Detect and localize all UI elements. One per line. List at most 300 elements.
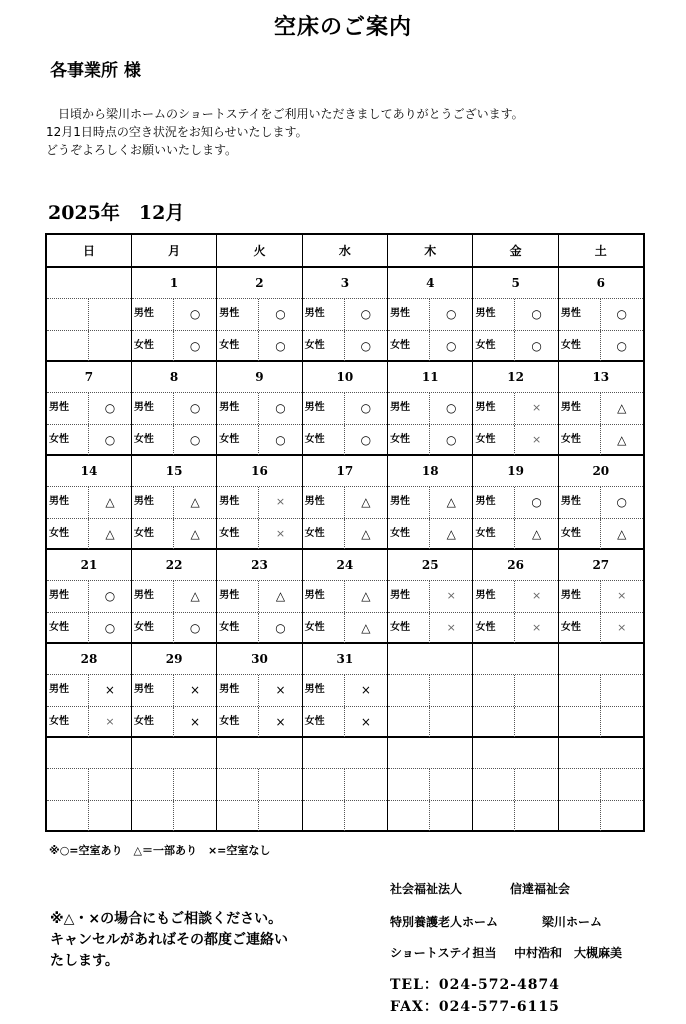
calendar-day-cell bbox=[46, 643, 131, 737]
day-number: 24 bbox=[303, 550, 387, 581]
female-availability-row bbox=[47, 519, 131, 550]
female-label: 女性 bbox=[303, 425, 345, 456]
female-availability-mark: △ bbox=[105, 526, 115, 541]
female-label: 女性 bbox=[303, 707, 345, 738]
male-availability-mark: ○ bbox=[275, 401, 286, 415]
male-availability-mark: × bbox=[532, 589, 542, 602]
calendar-day-cell bbox=[558, 737, 643, 831]
calendar-day-cell bbox=[388, 361, 473, 455]
male-availability-mark: × bbox=[532, 401, 542, 414]
male-availability-row bbox=[132, 487, 216, 519]
female-label: 女性 bbox=[388, 519, 430, 550]
female-availability-row bbox=[132, 707, 216, 738]
female-label: 女性 bbox=[388, 613, 430, 644]
male-availability-mark: ○ bbox=[360, 307, 372, 321]
female-availability-mark: △ bbox=[446, 526, 456, 541]
male-availability-mark: × bbox=[104, 683, 115, 697]
male-availability-mark: ○ bbox=[189, 307, 201, 321]
male-availability-row bbox=[303, 487, 387, 519]
male-availability-mark: △ bbox=[617, 401, 627, 415]
male-availability-row bbox=[132, 299, 216, 331]
male-availability-mark: ○ bbox=[531, 495, 542, 509]
female-availability-row bbox=[303, 613, 387, 644]
male-label bbox=[559, 769, 601, 800]
male-label: 男性 bbox=[217, 393, 259, 424]
org-facility bbox=[390, 913, 602, 930]
calendar-day-cell bbox=[473, 643, 558, 737]
female-label: 女性 bbox=[47, 613, 89, 644]
day-number: 7 bbox=[47, 362, 131, 393]
male-availability-mark: ○ bbox=[446, 401, 457, 415]
male-label: 男性 bbox=[47, 393, 89, 424]
male-label: 男性 bbox=[388, 299, 430, 330]
female-label: 女性 bbox=[217, 613, 259, 644]
female-availability-row bbox=[473, 801, 557, 832]
male-label bbox=[47, 769, 89, 800]
male-availability-row bbox=[473, 487, 557, 519]
calendar-day-cell bbox=[302, 549, 387, 643]
male-availability-row bbox=[559, 769, 643, 801]
male-availability-row bbox=[47, 769, 131, 801]
day-number: 15 bbox=[132, 456, 216, 487]
female-label bbox=[217, 801, 259, 832]
female-label: 女性 bbox=[559, 613, 601, 644]
calendar-day-cell bbox=[473, 267, 558, 361]
day-number bbox=[473, 738, 557, 769]
female-availability-row bbox=[388, 613, 472, 644]
male-availability-mark: ○ bbox=[189, 401, 201, 415]
female-label: 女性 bbox=[303, 613, 345, 644]
male-label: 男性 bbox=[132, 487, 174, 518]
male-label: 男性 bbox=[388, 393, 430, 424]
day-number: 16 bbox=[217, 456, 301, 487]
calendar-day-cell bbox=[46, 455, 131, 549]
male-label: 男性 bbox=[217, 675, 259, 706]
day-number bbox=[303, 738, 387, 769]
male-availability-row bbox=[132, 675, 216, 707]
male-availability-row bbox=[47, 675, 131, 707]
male-label: 男性 bbox=[132, 393, 174, 424]
male-availability-mark bbox=[89, 299, 131, 330]
female-availability-mark: × bbox=[617, 620, 627, 634]
male-availability-row bbox=[559, 299, 643, 331]
day-number bbox=[559, 738, 643, 769]
male-availability-row bbox=[303, 675, 387, 707]
female-availability-row bbox=[217, 801, 301, 832]
female-availability-mark: ○ bbox=[360, 432, 372, 447]
calendar-body bbox=[46, 267, 644, 831]
day-number: 8 bbox=[132, 362, 216, 393]
male-availability-mark: ○ bbox=[360, 401, 372, 415]
female-availability-mark: ○ bbox=[275, 432, 286, 447]
female-label: 女性 bbox=[47, 425, 89, 456]
female-availability-row bbox=[559, 425, 643, 456]
day-number: 10 bbox=[303, 362, 387, 393]
female-availability-mark: ○ bbox=[360, 338, 372, 353]
female-label: 女性 bbox=[303, 519, 345, 550]
female-availability-row bbox=[132, 613, 216, 644]
day-number: 13 bbox=[559, 362, 643, 393]
female-availability-row bbox=[559, 801, 643, 832]
calendar-day-cell bbox=[388, 737, 473, 831]
female-availability-mark: △ bbox=[617, 526, 627, 541]
day-number bbox=[473, 644, 557, 675]
org-corporation bbox=[390, 880, 570, 897]
male-label: 男性 bbox=[303, 393, 345, 424]
day-number: 26 bbox=[473, 550, 557, 581]
calendar-day-cell bbox=[217, 267, 302, 361]
consultation-notice bbox=[50, 909, 288, 972]
female-availability-mark: ○ bbox=[189, 620, 201, 635]
male-availability-row bbox=[303, 769, 387, 801]
male-availability-row bbox=[388, 299, 472, 331]
day-number: 1 bbox=[132, 268, 216, 299]
male-availability-mark: × bbox=[190, 683, 201, 697]
calendar-day-cell bbox=[217, 737, 302, 831]
day-number bbox=[132, 738, 216, 769]
day-number: 9 bbox=[217, 362, 301, 393]
day-number bbox=[217, 738, 301, 769]
male-label: 男性 bbox=[388, 487, 430, 518]
female-label bbox=[388, 707, 430, 738]
female-availability-row bbox=[47, 425, 131, 456]
female-label: 女性 bbox=[132, 425, 174, 456]
male-label bbox=[217, 769, 259, 800]
female-label: 女性 bbox=[132, 519, 174, 550]
female-label: 女性 bbox=[559, 519, 601, 550]
male-availability-mark: △ bbox=[275, 589, 286, 603]
male-label: 男性 bbox=[303, 581, 345, 612]
male-availability-mark bbox=[174, 769, 216, 800]
female-availability-row bbox=[217, 519, 301, 550]
male-availability-row bbox=[388, 393, 472, 425]
female-availability-mark: × bbox=[275, 714, 286, 729]
female-availability-mark bbox=[89, 331, 131, 362]
day-number bbox=[559, 644, 643, 675]
calendar-day-cell bbox=[46, 267, 131, 361]
female-availability-row bbox=[559, 331, 643, 362]
male-availability-row bbox=[217, 769, 301, 801]
staff-names: 中村浩和 大槻麻美 bbox=[514, 946, 623, 960]
male-availability-mark bbox=[515, 769, 557, 800]
female-label bbox=[559, 801, 601, 832]
male-availability-row bbox=[559, 393, 643, 425]
female-availability-mark: ○ bbox=[446, 338, 457, 353]
female-availability-row bbox=[217, 613, 301, 644]
male-availability-row bbox=[47, 487, 131, 519]
calendar-day-cell bbox=[473, 361, 558, 455]
calendar-day-cell bbox=[388, 267, 473, 361]
male-availability-mark: × bbox=[446, 589, 456, 602]
female-label bbox=[132, 801, 174, 832]
day-number: 19 bbox=[473, 456, 557, 487]
female-availability-mark: △ bbox=[190, 526, 200, 541]
male-availability-mark: ○ bbox=[616, 495, 628, 509]
female-availability-row bbox=[132, 801, 216, 832]
female-availability-row bbox=[559, 613, 643, 644]
calendar-day-cell bbox=[302, 737, 387, 831]
male-availability-mark: ○ bbox=[616, 307, 628, 321]
male-availability-mark: △ bbox=[105, 495, 115, 509]
female-label: 女性 bbox=[217, 425, 259, 456]
male-availability-mark: × bbox=[275, 683, 286, 697]
calendar-day-cell bbox=[558, 455, 643, 549]
male-label: 男性 bbox=[559, 581, 601, 612]
year-month-heading: 2025年 12月 bbox=[48, 202, 185, 224]
calendar-day-cell bbox=[302, 267, 387, 361]
male-label: 男性 bbox=[303, 487, 345, 518]
male-label bbox=[132, 769, 174, 800]
male-availability-row bbox=[473, 675, 557, 707]
male-availability-row bbox=[132, 769, 216, 801]
female-availability-row bbox=[47, 613, 131, 644]
female-label: 女性 bbox=[303, 331, 345, 362]
male-availability-row bbox=[559, 581, 643, 613]
female-availability-row bbox=[473, 425, 557, 456]
calendar-table bbox=[45, 233, 645, 832]
female-availability-mark: × bbox=[275, 526, 286, 540]
female-availability-row bbox=[132, 519, 216, 550]
male-label: 男性 bbox=[303, 299, 345, 330]
female-availability-row bbox=[217, 707, 301, 738]
male-availability-row bbox=[47, 581, 131, 613]
calendar-day-cell bbox=[46, 737, 131, 831]
day-number: 30 bbox=[217, 644, 301, 675]
female-label bbox=[303, 801, 345, 832]
weekday-header-row bbox=[46, 234, 644, 267]
female-availability-mark: △ bbox=[617, 432, 627, 447]
female-availability-row bbox=[303, 519, 387, 550]
calendar-day-cell bbox=[473, 737, 558, 831]
female-availability-row bbox=[388, 707, 472, 738]
calendar-day-cell bbox=[217, 549, 302, 643]
female-label: 女性 bbox=[388, 331, 430, 362]
female-availability-mark: △ bbox=[361, 526, 371, 541]
male-label bbox=[388, 769, 430, 800]
female-availability-mark: ○ bbox=[189, 432, 201, 447]
female-availability-mark bbox=[174, 801, 216, 832]
female-availability-mark: × bbox=[360, 714, 371, 729]
day-number bbox=[388, 738, 472, 769]
female-availability-row bbox=[47, 801, 131, 832]
calendar-day-cell bbox=[558, 549, 643, 643]
male-availability-mark: × bbox=[617, 589, 627, 602]
female-availability-row bbox=[132, 425, 216, 456]
female-availability-mark: ○ bbox=[616, 338, 628, 353]
female-label: 女性 bbox=[217, 519, 259, 550]
notice-line: ※△・×の場合にもご相談ください。 bbox=[50, 911, 283, 927]
female-availability-row bbox=[388, 801, 472, 832]
male-label: 男性 bbox=[303, 675, 345, 706]
calendar-day-cell bbox=[131, 643, 216, 737]
female-availability-mark bbox=[89, 801, 131, 832]
female-availability-row bbox=[473, 613, 557, 644]
female-availability-row bbox=[47, 707, 131, 738]
male-availability-row bbox=[303, 581, 387, 613]
female-availability-mark: ○ bbox=[189, 338, 201, 353]
male-availability-mark: △ bbox=[446, 495, 456, 509]
female-availability-row bbox=[217, 425, 301, 456]
day-number: 25 bbox=[388, 550, 472, 581]
calendar-day-cell bbox=[46, 549, 131, 643]
male-label bbox=[388, 675, 430, 706]
female-availability-mark bbox=[345, 801, 387, 832]
female-availability-mark: ○ bbox=[446, 432, 457, 447]
male-availability-row bbox=[217, 675, 301, 707]
female-availability-mark: △ bbox=[532, 526, 542, 541]
male-label: 男性 bbox=[388, 581, 430, 612]
female-availability-row bbox=[473, 519, 557, 550]
calendar-day-cell bbox=[131, 737, 216, 831]
male-availability-row bbox=[132, 393, 216, 425]
weekday-sun: 日 bbox=[46, 234, 131, 267]
male-availability-row bbox=[388, 581, 472, 613]
calendar-day-cell bbox=[217, 643, 302, 737]
male-availability-row bbox=[388, 487, 472, 519]
male-availability-mark: ○ bbox=[104, 589, 116, 603]
female-availability-mark bbox=[430, 707, 472, 738]
male-label: 男性 bbox=[473, 393, 515, 424]
day-number: 5 bbox=[473, 268, 557, 299]
calendar-day-cell bbox=[388, 455, 473, 549]
female-availability-mark bbox=[259, 801, 301, 832]
calendar-day-cell bbox=[473, 549, 558, 643]
calendar-week-row bbox=[46, 361, 644, 455]
male-label: 男性 bbox=[473, 581, 515, 612]
female-availability-mark: ○ bbox=[275, 620, 286, 635]
male-availability-mark bbox=[601, 769, 643, 800]
calendar-day-cell bbox=[131, 455, 216, 549]
calendar-day-cell bbox=[388, 643, 473, 737]
notice-line: キャンセルがあればその都度ご連絡い bbox=[50, 932, 288, 948]
female-label: 女性 bbox=[559, 425, 601, 456]
day-number: 31 bbox=[303, 644, 387, 675]
female-label bbox=[473, 801, 515, 832]
male-label: 男性 bbox=[559, 393, 601, 424]
male-availability-row bbox=[388, 769, 472, 801]
male-availability-mark: × bbox=[275, 495, 286, 508]
weekday-fri: 金 bbox=[473, 234, 558, 267]
male-availability-row bbox=[559, 675, 643, 707]
calendar-day-cell bbox=[131, 549, 216, 643]
calendar-day-cell bbox=[558, 267, 643, 361]
legend: ※○=空室あり △＝一部あり ×=空室なし bbox=[49, 844, 271, 857]
male-availability-row bbox=[559, 487, 643, 519]
male-availability-row bbox=[473, 581, 557, 613]
female-availability-mark: × bbox=[446, 620, 456, 634]
calendar-week-row bbox=[46, 643, 644, 737]
male-label: 男性 bbox=[132, 675, 174, 706]
female-availability-row bbox=[303, 331, 387, 362]
male-label: 男性 bbox=[217, 299, 259, 330]
male-availability-row bbox=[388, 675, 472, 707]
facility-type: 特別養護老人ホーム bbox=[390, 915, 499, 929]
male-label bbox=[473, 675, 515, 706]
calendar-week-row bbox=[46, 267, 644, 361]
day-number: 6 bbox=[559, 268, 643, 299]
org-staff bbox=[390, 944, 622, 961]
female-label: 女性 bbox=[132, 331, 174, 362]
female-availability-mark: × bbox=[532, 432, 542, 446]
weekday-mon: 月 bbox=[131, 234, 216, 267]
day-number: 18 bbox=[388, 456, 472, 487]
calendar-day-cell bbox=[558, 643, 643, 737]
female-label: 女性 bbox=[473, 613, 515, 644]
male-availability-row bbox=[47, 299, 131, 331]
female-availability-row bbox=[559, 707, 643, 738]
male-availability-mark: × bbox=[360, 683, 371, 697]
calendar-week-row bbox=[46, 737, 644, 831]
female-label: 女性 bbox=[473, 519, 515, 550]
calendar-day-cell bbox=[302, 361, 387, 455]
calendar-day-cell bbox=[217, 361, 302, 455]
female-availability-mark: ○ bbox=[531, 338, 542, 353]
male-label: 男性 bbox=[217, 487, 259, 518]
weekday-thu: 木 bbox=[388, 234, 473, 267]
male-availability-mark bbox=[515, 675, 557, 706]
female-label: 女性 bbox=[132, 613, 174, 644]
day-number: 28 bbox=[47, 644, 131, 675]
female-availability-mark bbox=[601, 707, 643, 738]
male-label: 男性 bbox=[47, 487, 89, 518]
day-number: 11 bbox=[388, 362, 472, 393]
day-number: 20 bbox=[559, 456, 643, 487]
calendar-day-cell bbox=[131, 361, 216, 455]
female-availability-mark: × bbox=[532, 620, 542, 634]
day-number bbox=[47, 268, 131, 299]
male-availability-row bbox=[217, 581, 301, 613]
greeting-line: どうぞよろしくお願いいたします。 bbox=[46, 143, 238, 157]
female-label: 女性 bbox=[473, 425, 515, 456]
female-availability-mark: △ bbox=[361, 620, 371, 635]
male-availability-row bbox=[473, 393, 557, 425]
day-number bbox=[388, 644, 472, 675]
male-label: 男性 bbox=[47, 675, 89, 706]
male-availability-row bbox=[47, 393, 131, 425]
male-availability-mark: ○ bbox=[531, 307, 542, 321]
male-availability-mark: △ bbox=[190, 495, 200, 509]
calendar-day-cell bbox=[46, 361, 131, 455]
female-availability-row bbox=[388, 519, 472, 550]
male-availability-mark bbox=[89, 769, 131, 800]
day-number: 29 bbox=[132, 644, 216, 675]
male-availability-mark bbox=[430, 769, 472, 800]
male-availability-mark: △ bbox=[361, 495, 371, 509]
calendar-day-cell bbox=[302, 643, 387, 737]
female-availability-row bbox=[388, 331, 472, 362]
male-label: 男性 bbox=[217, 581, 259, 612]
female-label bbox=[388, 801, 430, 832]
day-number bbox=[47, 738, 131, 769]
male-availability-mark bbox=[601, 675, 643, 706]
recipient: 各事業所 様 bbox=[50, 61, 141, 81]
female-availability-row bbox=[303, 707, 387, 738]
corporation-name: 信達福祉会 bbox=[510, 882, 571, 896]
female-availability-row bbox=[473, 331, 557, 362]
male-availability-mark: △ bbox=[190, 589, 200, 603]
page-title: 空床のご案内 bbox=[273, 14, 412, 40]
female-label bbox=[559, 707, 601, 738]
fax-number: FAX：024-577-6115 bbox=[390, 999, 560, 1015]
female-availability-row bbox=[303, 425, 387, 456]
day-number: 12 bbox=[473, 362, 557, 393]
female-availability-mark bbox=[515, 707, 557, 738]
female-availability-mark: ○ bbox=[104, 620, 116, 635]
female-availability-mark: × bbox=[105, 714, 115, 728]
female-label bbox=[47, 331, 89, 362]
male-availability-row bbox=[303, 299, 387, 331]
female-availability-mark bbox=[515, 801, 557, 832]
